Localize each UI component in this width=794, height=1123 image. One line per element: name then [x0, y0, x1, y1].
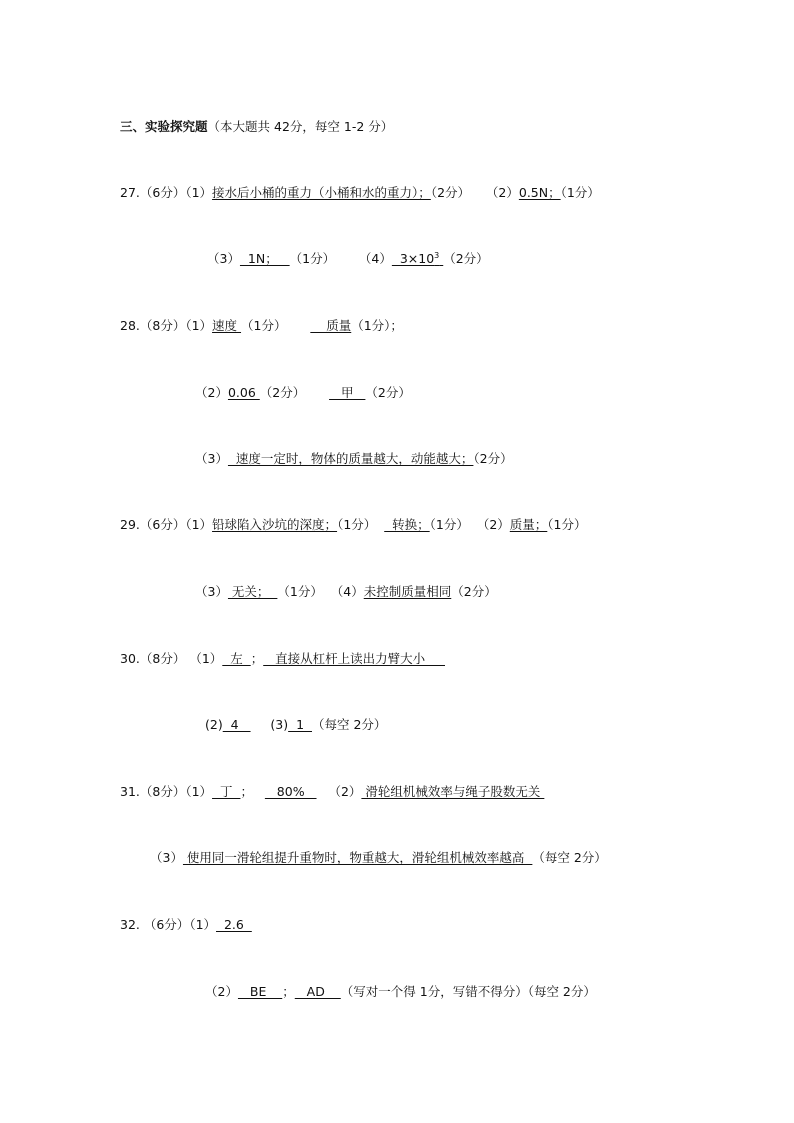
- part-label: （1）: [185, 318, 213, 333]
- answer: 0.06: [227, 385, 260, 400]
- score: （1分）: [289, 251, 336, 266]
- part-label: (2): [205, 717, 223, 732]
- part-label: （2）: [485, 185, 519, 200]
- score: （2分）: [259, 385, 306, 400]
- score: （1分）: [241, 318, 287, 333]
- q29-line-2: [195, 583, 497, 601]
- separator: ；: [282, 984, 295, 999]
- answer: 0.5N；: [518, 185, 561, 200]
- part-label: （4）: [330, 584, 364, 599]
- score-comment: （写对一个得 1分，写错不得分）: [340, 984, 528, 999]
- q32-line-1: [120, 916, 252, 934]
- part-label: （3）: [195, 451, 228, 466]
- separator: ；: [250, 651, 264, 666]
- answer: 未控制质量相同: [363, 584, 452, 599]
- part-label: （1）: [185, 517, 213, 532]
- part-label: (3): [270, 717, 289, 732]
- part-label: （1）: [189, 651, 223, 666]
- part-label: （3）: [195, 584, 228, 599]
- q28-line-2: [195, 384, 411, 402]
- answer: AD: [294, 984, 341, 999]
- answer: 80%: [264, 784, 317, 799]
- answer: 使用同一滑轮组提升重物时，物重越大，滑轮组机械效率越高: [182, 850, 533, 865]
- q30-line-2: [205, 716, 386, 734]
- q28-line-1: [120, 317, 403, 335]
- part-label: （4）: [358, 251, 392, 266]
- q32-line-2: [205, 983, 596, 1001]
- answer: 质量；: [509, 517, 548, 532]
- answer: 滑轮组机械效率与绳子股数无关: [361, 784, 545, 799]
- question-number: 29.（6分）: [120, 517, 186, 532]
- score: （1分）；: [351, 318, 403, 333]
- score: （1分）: [337, 517, 377, 532]
- score-note: （每空 2分）: [527, 984, 596, 999]
- answer: 直接从杠杆上读出力臂大小: [263, 651, 445, 666]
- answer: 无关；: [227, 584, 278, 599]
- answer: 铅球陷入沙坑的深度；: [212, 517, 338, 532]
- question-number: 32. （6分）: [120, 917, 190, 932]
- part-label: （1）: [185, 784, 213, 799]
- part-label: （2）: [328, 784, 362, 799]
- part-label: （1）: [189, 917, 217, 932]
- answer: BE: [237, 984, 283, 999]
- question-number: 28.（8分）: [120, 318, 186, 333]
- question-number: 30.（8分）: [120, 651, 186, 666]
- score: （1分）: [560, 185, 600, 200]
- score: （2分）: [473, 451, 513, 466]
- answer: 左: [222, 651, 251, 666]
- score: （1分）: [429, 517, 469, 532]
- part-label: （2）: [476, 517, 510, 532]
- question-number: 31.（8分）: [120, 784, 186, 799]
- q29-line-1: [120, 516, 587, 534]
- part-label: （2）: [205, 984, 238, 999]
- score: （2分）: [365, 385, 411, 400]
- score: （2分）: [430, 185, 471, 200]
- section-subtitle: （本大题共 42分，每空 1-2 分）: [207, 119, 394, 134]
- score: （2分）: [443, 251, 489, 266]
- section-title: 三、实验探究题: [120, 119, 208, 134]
- part-label: （3）: [207, 251, 240, 266]
- score-note: （每空 2分）: [532, 850, 607, 865]
- question-number: 27.（6分）: [120, 185, 186, 200]
- answer: 1: [288, 717, 312, 732]
- separator: ；: [240, 784, 253, 799]
- q31-line-1: [120, 783, 544, 801]
- answer: 丁: [212, 784, 241, 799]
- q30-line-1: [120, 650, 445, 668]
- score: （2分）: [451, 584, 497, 599]
- part-label: （3）: [150, 850, 183, 865]
- answer: 质量: [310, 318, 352, 333]
- part-label: （1）: [185, 185, 213, 200]
- answer: 1N；: [239, 251, 290, 266]
- q28-line-3: [195, 450, 513, 468]
- score: （1分）: [547, 517, 587, 532]
- score: （1分）: [277, 584, 323, 599]
- answer: 速度: [212, 318, 242, 333]
- q27-line-1: [120, 184, 600, 202]
- q31-line-2: [150, 849, 607, 867]
- answer: 2.6: [216, 917, 252, 932]
- answer: $3\times 10^3$: [391, 250, 440, 266]
- answer: 接水后小桶的重力（小桶和水的重力）；: [212, 185, 431, 200]
- answer: 转换；: [384, 517, 430, 532]
- answer: 4: [222, 717, 251, 732]
- score-note: （每空 2分）: [312, 717, 387, 732]
- section-heading: [120, 118, 393, 136]
- answer: 甲: [329, 385, 366, 400]
- answer: 速度一定时，物体的质量越大，动能越大；: [227, 451, 474, 466]
- q27-line-2: [207, 250, 489, 268]
- part-label: （2）: [195, 385, 228, 400]
